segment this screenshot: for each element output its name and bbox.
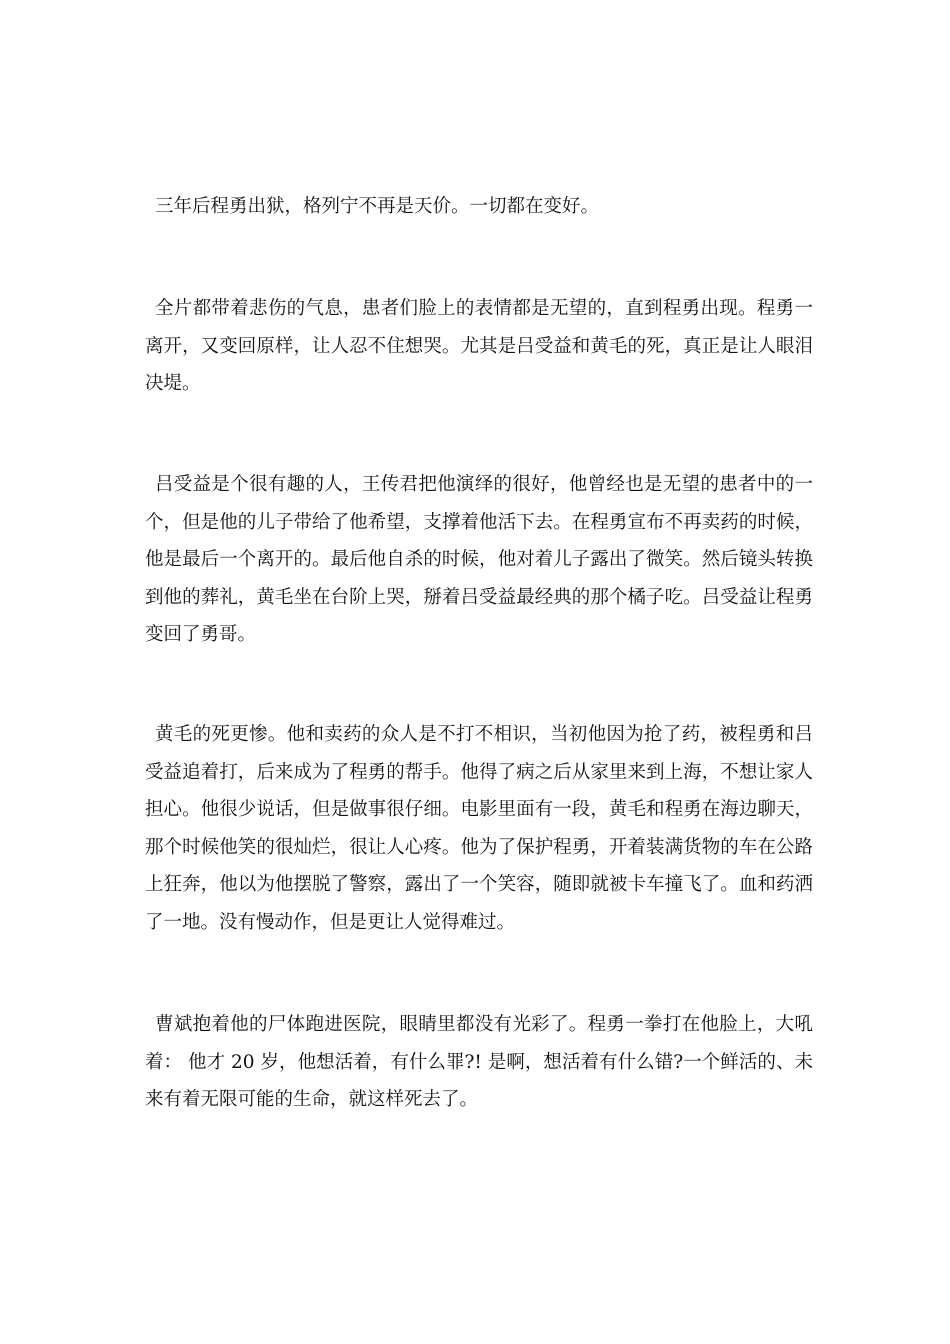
paragraph-cao-bin: 曹斌抱着他的尸体跑进医院，眼睛里都没有光彩了。程勇一拳打在他脸上，大吼着： 他才 20 岁，他想活着，有什么罪?! 是啊，想活着有什么错?一个鲜活的、未来有着无限可能的生命，就这样死去了。	[145, 1014, 813, 1110]
paragraph-huang-mao: 黄毛的死更惨。他和卖药的众人是不打不相识，当初他因为抢了药，被程勇和吕受益追着打，后来成为了程勇的帮手。他得了病之后从家里来到上海，不想让家人担心。他很少说话，但是做事很仔细。电影里面有一段，黄毛和程勇在海边聊天，那个时候他笑的很灿烂，很让人心疼。他为了保护程勇，开着装满货物的车在公路上狂奔，他以为他摆脱了警察，露出了一个笑容，随即就被卡车撞飞了。血和药洒了一地。没有慢动作，但是更让人觉得难过。	[145, 724, 813, 933]
paragraph-sad-atmosphere: 全片都带着悲伤的气息，患者们脸上的表情都是无望的，直到程勇出现。程勇一离开，又变回原样，让人忍不住想哭。尤其是吕受益和黄毛的死，真正是让人眼泪决堤。	[145, 298, 813, 394]
paragraph-lv-shouyi: 吕受益是个很有趣的人，王传君把他演绎的很好，他曾经也是无望的患者中的一个，但是他的儿子带给了他希望，支撑着他活下去。在程勇宣布不再卖药的时候，他是最后一个离开的。最后他自杀的时候，他对着儿子露出了微笑。然后镜头转换到他的葬礼，黄毛坐在台阶上哭，掰着吕受益最经典的那个橘子吃。吕受益让程勇变回了勇哥。	[145, 474, 813, 645]
paragraph-prison-release: 三年后程勇出狱，格列宁不再是天价。一切都在变好。	[155, 196, 600, 217]
